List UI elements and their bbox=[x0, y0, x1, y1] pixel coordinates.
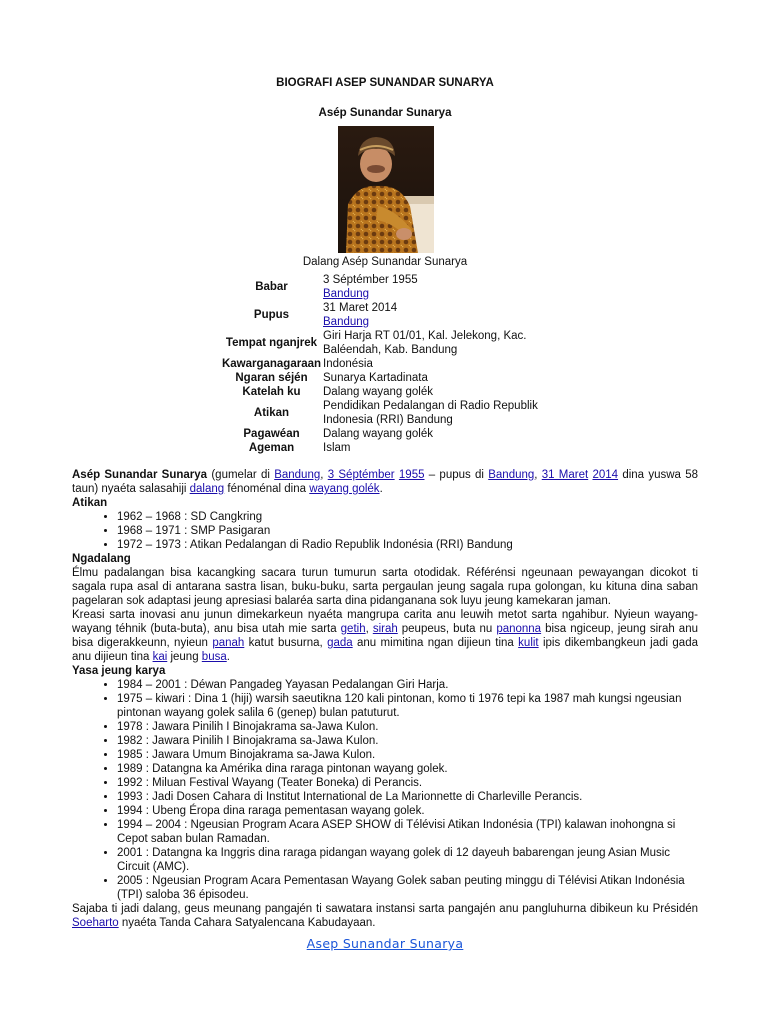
infobox-value-line: Giri Harja RT 01/01, Kal. Jelekong, Kac. bbox=[323, 330, 527, 342]
infobox-row bbox=[220, 441, 553, 455]
closing-paragraph bbox=[72, 902, 698, 930]
subject-name: Asép Sunandar Sunarya bbox=[72, 469, 208, 481]
infobox-key: Katelah ku bbox=[242, 386, 301, 398]
portrait-photo bbox=[338, 126, 434, 253]
infobox-row bbox=[220, 399, 553, 427]
link-sirah[interactable]: sirah bbox=[372, 623, 398, 635]
atikan-list-item: • 1962 – 1968 : SD Cangkring bbox=[117, 510, 698, 524]
link-birth-date[interactable]: 3 Séptémber bbox=[327, 469, 395, 481]
infobox-value-line: Pendidikan Pedalangan di Radio Republik bbox=[323, 400, 538, 412]
atikan-list-item: • 1972 – 1973 : Atikan Pedalangan di Radio Republik Indonésia (RRI) Bandung bbox=[117, 538, 698, 552]
article-body bbox=[72, 468, 698, 930]
infobox-key: Pagawéan bbox=[243, 428, 300, 440]
link-panonna[interactable]: panonna bbox=[496, 623, 542, 635]
link-bandung-death[interactable]: Bandung bbox=[488, 469, 535, 481]
intro-paragraph bbox=[72, 468, 698, 496]
yasa-list-item: • 2001 : Datangna ka Inggris dina raraga pidangan wayang golek di 12 dayeuh babarengan jeung Asian Music Circuit (AMC). bbox=[117, 846, 698, 874]
atikan-list-item: • 1968 – 1971 : SMP Pasigaran bbox=[117, 524, 698, 538]
yasa-list-item: • 1989 : Datangna ka Amérika dina raraga pintonan wayang golek. bbox=[117, 762, 698, 776]
infobox-value-line: Dalang wayang golék bbox=[323, 428, 433, 440]
infobox-key: Atikan bbox=[253, 407, 290, 419]
text: dina yuswa 58 taun) nyaéta salasahiji bbox=[72, 469, 698, 495]
yasa-list-item: • 1994 : Ubeng Éropa dina raraga pementasan wayang golek. bbox=[117, 804, 698, 818]
link-gada[interactable]: gada bbox=[327, 637, 353, 649]
link-kai[interactable]: kai bbox=[152, 651, 168, 663]
portrait-image bbox=[338, 126, 434, 253]
infobox-value-line: 31 Maret 2014 bbox=[323, 302, 398, 314]
text: . bbox=[379, 483, 383, 495]
infobox-row bbox=[220, 273, 553, 301]
photo-caption: Dalang Asép Sunandar Sunarya bbox=[302, 256, 468, 268]
text: – pupus di bbox=[424, 469, 489, 481]
link-wayang-golek[interactable]: wayang golék bbox=[309, 483, 380, 495]
yasa-list-item: • 1982 : Jawara Pinilih I Binojakrama sa-Jawa Kulon. bbox=[117, 734, 698, 748]
footer-link[interactable]: Asep Sunandar Sunarya bbox=[306, 936, 464, 951]
infobox-value-line: Islam bbox=[323, 442, 351, 454]
infobox-key: Ageman bbox=[248, 442, 295, 454]
text: nyaéta Tanda Cahara Satyalencana Kabudayaan. bbox=[118, 917, 376, 929]
link-birth-year[interactable]: 1955 bbox=[398, 469, 425, 481]
atikan-list bbox=[72, 510, 698, 552]
infobox-key: Tempat nganjrek bbox=[225, 337, 318, 349]
link-panah[interactable]: panah bbox=[212, 637, 245, 649]
infobox-value bbox=[323, 371, 553, 385]
infobox-key: Pupus bbox=[253, 309, 290, 321]
text: ipis dikembangkeun jadi gada anu dijieun tina bbox=[72, 637, 698, 663]
infobox-row bbox=[220, 427, 553, 441]
infobox-title: Asép Sunandar Sunarya bbox=[318, 107, 452, 119]
infobox-value bbox=[323, 329, 553, 357]
text: bisa ngiceup, jeung sirah anu bisa digerakkeunn, nyieun bbox=[72, 623, 698, 649]
infobox-key: Kawarganagaraan bbox=[221, 358, 322, 370]
infobox-value bbox=[323, 385, 553, 399]
infobox-value bbox=[323, 427, 553, 441]
infobox-value-line: Baléendah, Kab. Bandung bbox=[323, 344, 458, 356]
ngadalang-paragraph-2 bbox=[72, 608, 698, 664]
link-death-date[interactable]: 31 Maret bbox=[541, 469, 589, 481]
yasa-list-item: • 1994 – 2004 : Ngeusian Program Acara ASEP SHOW di Télévisi Atikan Indonésia (TPI) kalawan inohongna si Cepot saban bulan Ramadan. bbox=[117, 818, 698, 846]
yasa-list-item: • 1975 – kiwari : Dina 1 (hiji) warsih saeutikna 120 kali pintonan, komo ti 1976 tepi ka 1987 mah kungsi ngeusian pintonan wayang golek salila 6 (genep) bulan patuturut. bbox=[117, 692, 698, 720]
yasa-list-item: • 1993 : Jadi Dosen Cahara di Institut International de La Marionnette di Charleville Perancis. bbox=[117, 790, 698, 804]
infobox-value-link[interactable]: Bandung bbox=[323, 316, 370, 328]
infobox-row bbox=[220, 301, 553, 329]
section-heading-atikan: Atikan bbox=[72, 497, 108, 509]
infobox-value-link[interactable]: Bandung bbox=[323, 288, 370, 300]
document-title: BIOGRAFI ASEP SUNANDAR SUNARYA bbox=[276, 77, 494, 89]
text: . bbox=[226, 651, 230, 663]
yasa-list-item: • 1984 – 2001 : Déwan Pangadeg Yayasan Pedalangan Giri Harja. bbox=[117, 678, 698, 692]
text: (gumelar di bbox=[207, 469, 275, 481]
infobox-value bbox=[323, 441, 553, 455]
infobox-row bbox=[220, 371, 553, 385]
yasa-list-item: • 1985 : Jawara Umum Binojakrama sa-Jawa Kulon. bbox=[117, 748, 698, 762]
text: , bbox=[365, 623, 373, 635]
infobox-value-line: Indonesia (RRI) Bandung bbox=[323, 414, 453, 426]
link-busa[interactable]: busa bbox=[201, 651, 227, 663]
link-bandung[interactable]: Bandung bbox=[274, 469, 321, 481]
text: , bbox=[320, 469, 328, 481]
infobox-value bbox=[323, 399, 553, 427]
yasa-list-item: • 1978 : Jawara Pinilih I Binojakrama sa-Jawa Kulon. bbox=[117, 720, 698, 734]
yasa-list-item: • 1992 : Miluan Festival Wayang (Teater Boneka) di Perancis. bbox=[117, 776, 698, 790]
infobox-value-line: Sunarya Kartadinata bbox=[323, 372, 428, 384]
text: anu mimitina ngan dijieun tina bbox=[352, 637, 519, 649]
text: fénoménal dina bbox=[224, 483, 310, 495]
infobox-row bbox=[220, 329, 553, 357]
infobox-value bbox=[323, 357, 553, 371]
infobox-value-line: Indonésia bbox=[323, 358, 373, 370]
yasa-list-item: • 2005 : Ngeusian Program Acara Pementasan Wayang Golek saban peuting minggu di Télévisi Atikan Indonésia (TPI) saloba 36 épisodeu. bbox=[117, 874, 698, 902]
infobox-row bbox=[220, 357, 553, 371]
infobox-value bbox=[323, 273, 553, 301]
text: katut busurna, bbox=[244, 637, 328, 649]
infobox-value-line: 3 Séptémber 1955 bbox=[323, 274, 418, 286]
yasa-list bbox=[72, 678, 698, 902]
text: , bbox=[534, 469, 542, 481]
text: Kreasi sarta inovasi anu junun dimekarkeun nyaéta mangrupa carita anu leuwih metot sarta ngahibur. Nyieun wayang-wayang téhnik (buta-buta), anu bisa utah mie sarta bbox=[72, 609, 698, 635]
link-getih[interactable]: getih bbox=[340, 623, 366, 635]
infobox-table bbox=[220, 273, 553, 455]
infobox-value-line: Dalang wayang golék bbox=[323, 386, 433, 398]
text: Sajaba ti jadi dalang, geus meunang pangajén ti sawatara instansi sarta pangajén anu pangluhurna dibikeun ku Présidén bbox=[72, 903, 698, 915]
link-soeharto[interactable]: Soeharto bbox=[72, 917, 119, 929]
section-heading-yasa: Yasa jeung karya bbox=[72, 665, 166, 677]
infobox-row bbox=[220, 385, 553, 399]
section-heading-ngadalang: Ngadalang bbox=[72, 553, 131, 565]
ngadalang-paragraph-1: Élmu padalangan bisa kacangking sacara turun tumurun sarta otodidak. Référénsi ngeunaan pewayangan dicokot ti sagala rupa asal di antarana sastra lisan, buku-buku, sarta pergaulan jeung sagala rupa golongan, ku kituna dina saban pagelaran sok adaptasi jeung apresiasi balaréa sarta dina pidanganana sok luyu jeung kamekaran jaman. bbox=[72, 567, 698, 607]
link-dalang[interactable]: dalang bbox=[189, 483, 225, 495]
infobox-key: Babar bbox=[255, 281, 288, 293]
text: jeung bbox=[167, 651, 202, 663]
link-death-year[interactable]: 2014 bbox=[592, 469, 619, 481]
link-kulit[interactable]: kulit bbox=[518, 637, 539, 649]
infobox-key: Ngaran séjén bbox=[235, 372, 308, 384]
text: peupeus, buta nu bbox=[397, 623, 497, 635]
infobox-value bbox=[323, 301, 553, 329]
